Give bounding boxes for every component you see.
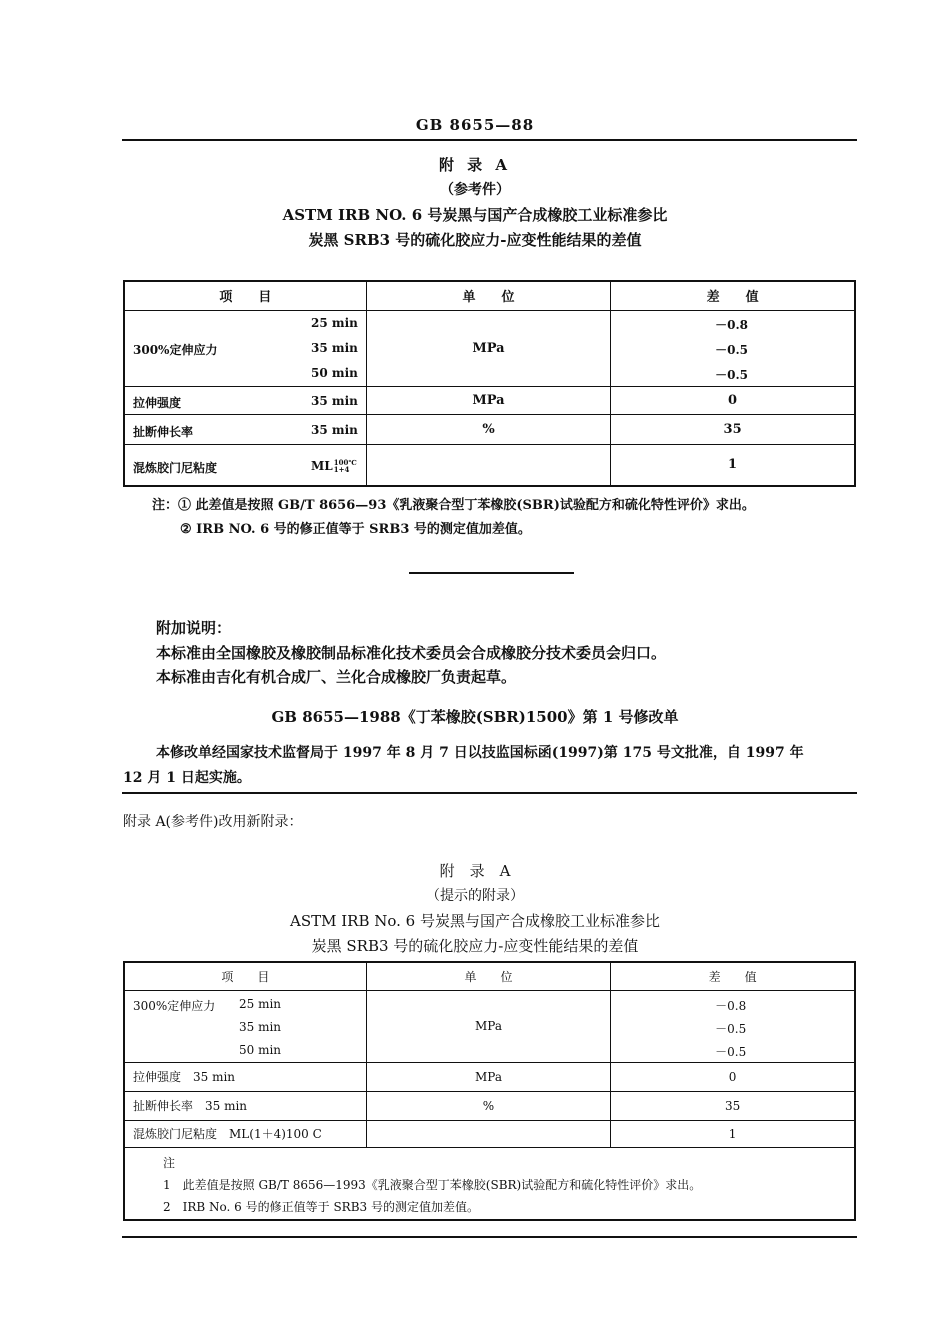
row-diff: －0.5 (715, 367, 749, 382)
note-line-1: 注：① 此差值是按照 GB/T 8656—93《乳液聚合型丁苯橡胶(SBR)试验配方和硫化特性评价》求出。 (152, 498, 755, 513)
row-name: 300%定伸应力 (133, 998, 216, 1013)
mooney-symbol (311, 459, 357, 474)
appendix2-subheading: （提示的附录） (426, 888, 524, 904)
row-diff: －0.5 (715, 1044, 747, 1059)
col-header-unit: 单 位 (366, 281, 610, 310)
col-header-diff: 差 值 (611, 962, 855, 990)
row-time: 25 min (311, 315, 358, 330)
table-note-heading: 注 (163, 1155, 176, 1170)
row-diff: －0.8 (715, 998, 747, 1013)
row-name: 混炼胶门尼粘度 (133, 460, 218, 475)
row-diff: －0.5 (715, 342, 749, 357)
amendment-para-line2: 12 月 1 日起实施。 (123, 770, 251, 786)
row-label: 拉伸强度 35 min (124, 1062, 366, 1091)
table-row (124, 1091, 855, 1120)
table-notes-row (124, 1147, 855, 1220)
row-unit: % (366, 1091, 610, 1120)
row-diff: 35 (611, 1091, 855, 1120)
mooney-ml: ML (311, 458, 333, 473)
row-diff: 0 (611, 386, 855, 414)
row-name: 拉伸强度 (133, 395, 182, 410)
amendment-instruction: 附录 A(参考件)改用新附录： (123, 814, 303, 830)
appendix-heading: 附 录 A (438, 156, 512, 174)
appendix2-title-line2: 炭黑 SRB3 号的硫化胶应力-应变性能结果的差值 (311, 937, 639, 955)
additional-line-2: 本标准由吉化有机合成厂、兰化合成橡胶厂负责起草。 (156, 668, 517, 686)
note-line-2: ② IRB NO. 6 号的修正值等于 SRB3 号的测定值加差值。 (180, 522, 531, 537)
col-header-item: 项 目 (124, 962, 366, 990)
table-row (124, 990, 855, 1062)
table-row (124, 444, 855, 486)
row-diff: 0 (611, 1062, 855, 1091)
row-label: 扯断伸长率 35 min (124, 1091, 366, 1120)
row-diff: －0.8 (715, 317, 749, 332)
row-unit: % (366, 414, 610, 444)
appendix2-table (123, 961, 856, 1221)
additional-line-1: 本标准由全国橡胶及橡胶制品标准化技术委员会合成橡胶分技术委员会归口。 (156, 644, 667, 662)
row-time: 25 min (239, 996, 282, 1011)
table-row (124, 1062, 855, 1091)
appendix2-heading: 附 录 A (439, 862, 511, 880)
table-row (124, 414, 855, 444)
row-unit: MPa (366, 310, 610, 386)
row-name: 300%定伸应力 (133, 342, 218, 357)
table-row (124, 386, 855, 414)
amendment-title: GB 8655—1988《丁苯橡胶(SBR)1500》第 1 号修改单 (271, 708, 679, 726)
header-rule (122, 139, 857, 141)
row-unit: MPa (366, 386, 610, 414)
row-time: 35 min (311, 393, 358, 408)
col-header-diff: 差 值 (611, 281, 855, 310)
row-time: 35 min (311, 422, 358, 437)
appendix2-title-line1: ASTM IRB No. 6 号炭黑与国产合成橡胶工业标准参比 (290, 912, 660, 930)
row-diff: －0.5 (715, 1021, 747, 1036)
table-note-1: 1 此差值是按照 GB/T 8656—1993《乳液聚合型丁苯橡胶(SBR)试验配方和硫化特性评价》求出。 (163, 1177, 702, 1192)
amendment-para-line1: 本修改单经国家技术监督局于 1997 年 8 月 7 日以技监国标函(1997)第 175 号文批准，自 1997 年 (156, 745, 804, 761)
row-time: 35 min (311, 340, 358, 355)
appendix1-table (123, 280, 856, 487)
appendix-title-line1: ASTM IRB NO. 6 号炭黑与国产合成橡胶工业标准参比 (282, 206, 668, 224)
row-unit-empty (366, 444, 610, 486)
footer-rule (122, 1236, 857, 1238)
mooney-superscript: 100℃ (333, 458, 357, 467)
row-unit-empty (366, 1120, 610, 1147)
row-unit: MPa (366, 1062, 610, 1091)
row-diff: 35 (611, 414, 855, 444)
table-note-2: 2 IRB No. 6 号的修正值等于 SRB3 号的测定值加差值。 (163, 1199, 479, 1214)
row-unit: MPa (366, 990, 610, 1062)
section-divider (409, 572, 574, 574)
col-header-item: 项 目 (124, 281, 366, 310)
additional-heading: 附加说明： (156, 619, 232, 637)
mooney-subscript: 1+4 (333, 465, 350, 474)
appendix-title-line2: 炭黑 SRB3 号的硫化胶应力-应变性能结果的差值 (308, 231, 642, 249)
document-number: GB 8655—88 (415, 116, 535, 134)
table-row (124, 310, 855, 386)
appendix-subheading: （参考件） (440, 182, 510, 198)
row-diff: 1 (611, 444, 855, 486)
row-time: 50 min (311, 365, 358, 380)
table-row (124, 1120, 855, 1147)
row-label: 混炼胶门尼粘度 ML(1＋4)100 C (124, 1120, 366, 1147)
row-time: 50 min (239, 1042, 282, 1057)
amendment-rule (122, 792, 857, 794)
col-header-unit: 单 位 (366, 962, 610, 990)
row-diff: 1 (611, 1120, 855, 1147)
row-time: 35 min (239, 1019, 282, 1034)
row-name: 扯断伸长率 (133, 424, 194, 439)
